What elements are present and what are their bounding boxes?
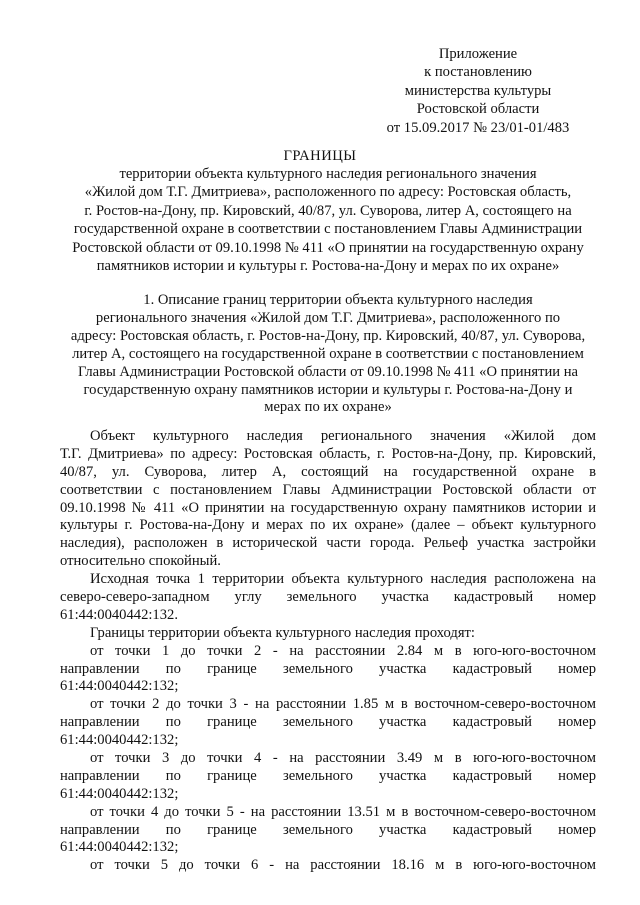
paragraph-line: Исходная точка 1 территории объекта культурного наследия расположена на	[90, 571, 596, 588]
paragraph-line: культуры г. Ростова-на-Дону и мерах по их охране» (далее – объект культурного	[60, 517, 596, 534]
paragraph-line: 61:44:0040442:132.	[60, 606, 178, 623]
section-heading-line: Главы Администрации Ростовской области от 09.10.1998 № 411 «О принятии на	[77, 363, 579, 380]
paragraph-line: наследия), расположен в исторической части города. Рельеф участка застройки	[60, 535, 596, 552]
subtitle-line: территории объекта культурного наследия регионального значения	[119, 166, 537, 182]
subtitle-line: «Жилой дом Т.Г. Дмитриева», расположенного по адресу: Ростовская область,	[84, 184, 572, 201]
annex-line: Приложение	[438, 46, 518, 62]
section-heading-line: 1. Описание границ территории объекта культурного наследия	[143, 292, 533, 308]
paragraph-line: Границы территории объекта культурного наследия проходят:	[90, 624, 475, 641]
boundary-line: направлении по границе земельного участка кадастровый номер	[60, 767, 596, 784]
boundary-line: 61:44:0040442:132;	[60, 732, 179, 749]
annex-header	[368, 45, 588, 137]
body-text	[60, 428, 596, 875]
paragraph-line: 09.10.1998 № 411 «О принятии на государственную охрану памятников истории и	[60, 499, 596, 516]
boundary-line: от точки 5 до точки 6 - на расстоянии 18.16 м в юго-юго-восточном	[90, 857, 596, 874]
document-title: ГРАНИЦЫ	[283, 148, 357, 164]
boundary-line: направлении по границе земельного участка кадастровый номер	[60, 660, 596, 677]
subtitle-line: Ростовской области от 09.10.1998 № 411 «О принятии на государственную охрану	[72, 239, 584, 256]
paragraph-line: Объект культурного наследия регионального значения «Жилой дом	[90, 428, 596, 444]
boundary-line: от точки 4 до точки 5 - на расстоянии 13.51 м в восточном-северо-восточном	[90, 803, 596, 820]
paragraph-line: северо-северо-западном углу земельного участка кадастровый номер	[60, 589, 596, 606]
boundary-line: от точки 2 до точки 3 - на расстоянии 1.85 м в восточном-северо-восточном	[90, 696, 596, 713]
annex-line: от 15.09.2017 № 23/01-01/483	[386, 119, 570, 136]
boundary-line: направлении по границе земельного участка кадастровый номер	[60, 714, 596, 731]
boundary-line: от точки 3 до точки 4 - на расстоянии 3.49 м в юго-юго-восточном	[90, 750, 596, 767]
document-subtitle	[58, 165, 598, 275]
subtitle-line: г. Ростов-на-Дону, пр. Кировский, 40/87, ул. Суворова, литер А, состоящего на	[84, 202, 572, 219]
section-1-heading	[58, 292, 598, 417]
paragraph-line: относительно спокойный.	[60, 553, 221, 570]
section-heading-line: адресу: Ростовская область, г. Ростов-на-Дону, пр. Кировский, 40/87, ул. Суворова,	[70, 327, 586, 344]
boundary-line: 61:44:0040442:132;	[60, 678, 179, 695]
section-heading-line: государственную охрану памятников истории и культуры г. Ростова-на-Дону и	[83, 381, 573, 398]
annex-line: министерства культуры	[404, 82, 552, 99]
paragraph-line: 40/87, ул. Суворова, литер А, состоящий на государственной охране в	[60, 463, 596, 480]
boundary-line: 61:44:0040442:132;	[60, 839, 179, 856]
annex-line: к постановлению	[424, 64, 532, 81]
boundary-line: от точки 1 до точки 2 - на расстоянии 2.84 м в юго-юго-восточном	[90, 642, 596, 659]
boundary-line: направлении по границе земельного участка кадастровый номер	[60, 821, 596, 838]
paragraph-line: Т.Г. Дмитриева» по адресу: Ростовская область, г. Ростов-на-Дону, пр. Кировский,	[60, 445, 596, 462]
subtitle-line: памятников истории и культуры г. Ростова-на-Дону и мерах по их охране»	[96, 258, 560, 275]
annex-line: Ростовской области	[416, 101, 540, 118]
section-heading-line: литер А, состоящего на государственной охране в соответствии с постановлением	[72, 345, 584, 362]
section-heading-line: регионального значения «Жилой дом Т.Г. Дмитриева», расположенного по	[95, 309, 561, 326]
section-heading-line: мерах по их охране»	[264, 399, 392, 416]
paragraph-line: соответствии с постановлением Главы Администрации Ростовской области от	[60, 481, 596, 498]
boundary-line: 61:44:0040442:132;	[60, 785, 179, 802]
subtitle-line: государственной охране в соответствии с постановлением Главы Администрации	[73, 221, 583, 238]
